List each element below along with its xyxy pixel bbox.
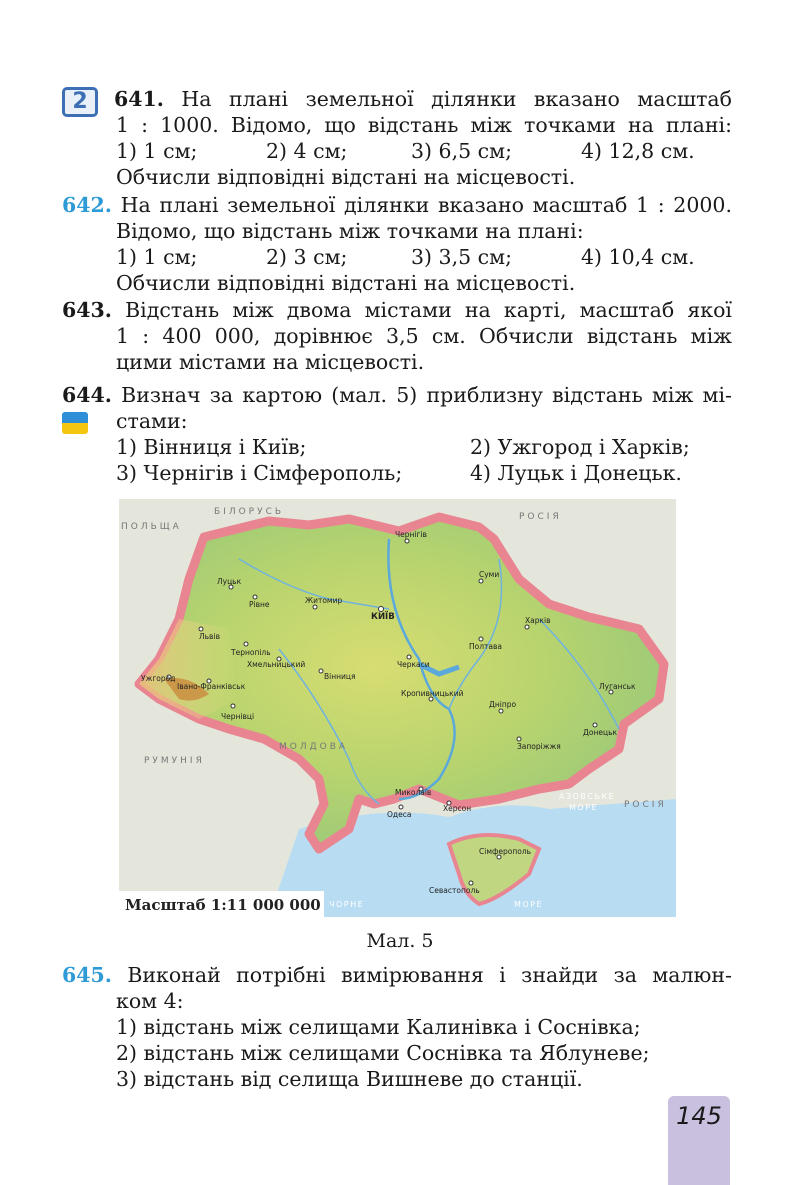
city-label: Севастополь: [429, 886, 480, 895]
city-label: Полтава: [469, 642, 503, 651]
list-item: 2) 4 см;: [266, 139, 348, 163]
city-label: Ужгород: [141, 674, 176, 683]
task-text: ком 4:: [116, 989, 184, 1013]
city-marker: [199, 627, 203, 631]
city-label: Львів: [199, 632, 220, 641]
city-marker: [479, 637, 483, 641]
city-marker: [319, 669, 323, 673]
task-text: Обчисли відповідні відстані на місцевості.: [116, 271, 576, 295]
task-text: На плані земельної ділянки вказано масштаб: [181, 87, 732, 111]
city-marker: [479, 579, 483, 583]
city-label: Черкаси: [397, 660, 430, 669]
city-label: Харків: [525, 616, 551, 625]
task-number: 641.: [114, 87, 164, 111]
city-marker: [399, 805, 403, 809]
task-text: 1 : 1000. Відомо, що відстань між точками на плані:: [116, 113, 732, 137]
city-label: Рівне: [249, 600, 270, 609]
city-label: Сімферополь: [479, 847, 532, 856]
task-text: Відстань між двома містами на карті, масштаб якої: [125, 298, 732, 322]
city-marker: [379, 607, 384, 612]
city-label: Чернівці: [221, 712, 255, 721]
city-label: Луцьк: [217, 577, 242, 586]
list-item: 3) 6,5 см;: [411, 139, 513, 163]
list-item: 2) відстань між селищами Соснівка та Яблуневе;: [116, 1041, 650, 1065]
city-marker: [407, 655, 411, 659]
list-item: 1) відстань між селищами Калинівка і Соснівка;: [116, 1015, 641, 1039]
task-items: [62, 434, 732, 460]
city-marker: [231, 704, 235, 708]
list-item: 4) Луцьк і Донецьк.: [470, 461, 682, 485]
task-text: 1 : 400 000, дорівнює 3,5 см. Обчисли відстань між: [116, 324, 732, 348]
list-item: 3) 3,5 см;: [411, 245, 513, 269]
task-items: [62, 244, 732, 270]
task-number: 645.: [62, 963, 112, 987]
city-label: Донецьк: [583, 728, 618, 737]
task-text: стами:: [116, 409, 188, 433]
task-items: [62, 138, 732, 164]
list-item: 2) 3 см;: [266, 245, 348, 269]
city-label: Івано-Франківськ: [177, 682, 246, 691]
task-text: На плані земельної ділянки вказано масштаб 1 : 2000.: [120, 193, 732, 217]
ukraine-map: [119, 499, 676, 917]
city-label: Херсон: [443, 804, 472, 813]
task-text: цими містами на місцевості.: [116, 350, 425, 374]
country-label: РОСІЯ: [624, 800, 667, 810]
city-label: Кропивницький: [401, 689, 464, 698]
task-641: [62, 86, 732, 190]
city-marker: [517, 737, 521, 741]
city-label: Дніпро: [489, 700, 517, 709]
page-number: 145: [676, 1102, 722, 1130]
city-label: Вінниця: [324, 672, 356, 681]
list-item: 2) Ужгород і Харків;: [470, 435, 690, 459]
city-marker: [593, 723, 597, 727]
task-text: Визнач за картою (мал. 5) приблизну відстань між мі-: [121, 383, 732, 407]
city-marker: [525, 625, 529, 629]
task-645: [62, 962, 732, 1092]
city-marker: [313, 605, 317, 609]
sea-label: АЗОВСЬКЕ: [559, 792, 616, 801]
list-item: 1) 1 см;: [116, 245, 198, 269]
task-number: 642.: [62, 193, 112, 217]
country-label: МОЛДОВА: [279, 742, 349, 752]
city-label: Миколаїв: [395, 788, 432, 797]
task-number: 643.: [62, 298, 112, 322]
list-item: 3) відстань від селища Вишневе до станції.: [116, 1067, 583, 1091]
level-badge: 2: [62, 87, 98, 117]
sea-label: МОРЕ: [514, 900, 544, 909]
list-item: 1) Вінниця і Київ;: [116, 435, 307, 459]
list-item: 4) 10,4 см.: [581, 245, 695, 269]
city-label: Чернігів: [395, 530, 427, 539]
city-label: Луганськ: [599, 682, 636, 691]
city-marker: [469, 881, 473, 885]
list-item: 3) Чернігів і Сімферополь;: [116, 461, 403, 485]
sea-label: МОРЕ: [569, 803, 599, 812]
task-text: Обчисли відповідні відстані на місцевості.: [116, 165, 576, 189]
figure-caption: Мал. 5: [366, 930, 434, 952]
city-label: Тернопіль: [231, 648, 271, 657]
country-label: БІЛОРУСЬ: [214, 507, 285, 517]
country-label: РУМУНІЯ: [144, 756, 205, 766]
city-marker: [244, 642, 248, 646]
task-642: [62, 192, 732, 296]
task-number: 644.: [62, 383, 112, 407]
task-644: [62, 382, 732, 486]
page-tab: [668, 1096, 730, 1185]
task-text: Виконай потрібні вимірювання і знайди за малюн-: [127, 963, 732, 987]
task-text: Відомо, що відстань між точками на плані:: [116, 219, 584, 243]
map-scale: Масштаб 1:11 000 000: [125, 896, 321, 914]
task-643: [62, 297, 732, 375]
task-items: [62, 460, 732, 486]
city-label: Запоріжжя: [517, 742, 561, 751]
city-marker: [499, 709, 503, 713]
city-label: Житомир: [305, 596, 343, 605]
city-marker: [405, 539, 409, 543]
sea-label: ЧОРНЕ: [329, 900, 365, 909]
list-item: 4) 12,8 см.: [581, 139, 695, 163]
city-label: КИЇВ: [371, 612, 395, 622]
city-marker: [253, 595, 257, 599]
city-label: Суми: [479, 570, 500, 579]
country-label: ПОЛЬЩА: [121, 522, 182, 532]
city-label: Хмельницький: [247, 660, 306, 669]
list-item: 1) 1 см;: [116, 139, 198, 163]
country-label: РОСІЯ: [519, 512, 562, 522]
city-label: Одеса: [387, 810, 412, 819]
